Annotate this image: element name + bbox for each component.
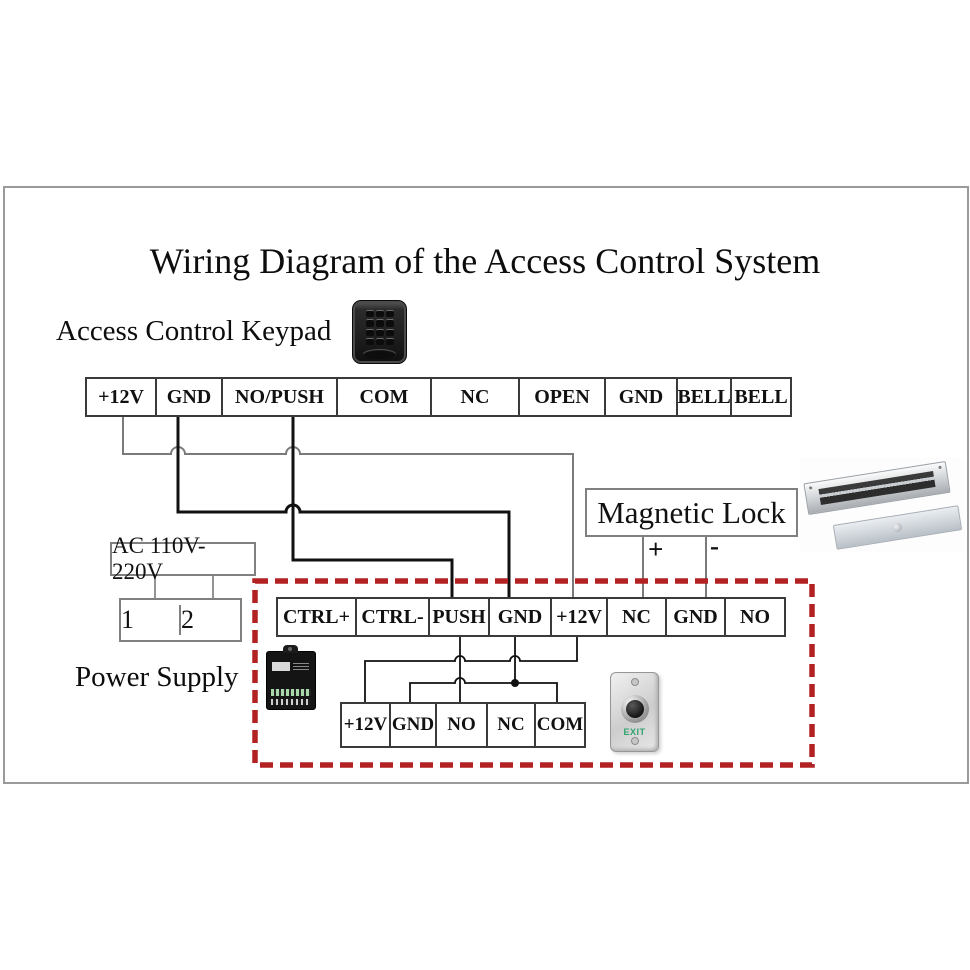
- terminal-cell: PUSH: [428, 599, 488, 635]
- terminal-cell: COM: [336, 379, 430, 415]
- terminal-cell: +12V: [343, 714, 388, 735]
- exit-button-label: EXIT: [623, 727, 646, 737]
- magnetic-lock-label: Magnetic Lock: [597, 494, 786, 530]
- power-terminal-strip: [340, 702, 586, 748]
- screw-icon: [631, 737, 639, 745]
- controller-terminal-strip: [276, 597, 786, 637]
- power-supply-text-lines: [293, 663, 309, 670]
- terminal-cell: NO: [435, 704, 486, 746]
- power-supply-terminals: [271, 689, 311, 696]
- terminal-cell: 1: [121, 605, 134, 634]
- power-supply-image: [266, 651, 316, 710]
- keypad-terminal-strip: [85, 377, 792, 417]
- terminal-cell: +12V: [98, 385, 144, 408]
- terminal-cell: 2: [179, 605, 240, 635]
- ac-terminal-box: [119, 598, 242, 642]
- terminal-cell: BELL: [730, 379, 790, 415]
- power-supply-terminals-row2: [271, 699, 311, 705]
- ac-input-label: AC 110V-220V: [112, 533, 206, 584]
- terminal-cell: GND: [488, 599, 550, 635]
- keypad-image: [352, 300, 407, 364]
- terminal-cell: BELL: [676, 379, 730, 415]
- power-supply-sticker: [272, 662, 290, 671]
- terminal-cell: NC: [486, 704, 534, 746]
- terminal-cell: GND: [389, 704, 435, 746]
- terminal-cell: NC: [606, 599, 665, 635]
- terminal-cell: OPEN: [518, 379, 604, 415]
- minus-label: -: [710, 531, 719, 561]
- magnetic-lock-body: [803, 461, 950, 515]
- terminal-cell: +12V: [550, 599, 606, 635]
- terminal-cell: NO/PUSH: [221, 379, 336, 415]
- keypad-label: Access Control Keypad: [56, 315, 332, 347]
- terminal-cell: CTRL+: [283, 605, 350, 628]
- terminal-cell: CTRL-: [355, 599, 428, 635]
- terminal-cell: NO: [724, 599, 784, 635]
- terminal-cell: GND: [665, 599, 724, 635]
- power-supply-tab: [283, 645, 298, 653]
- magnetic-lock-box: [585, 488, 798, 537]
- terminal-cell: COM: [534, 704, 584, 746]
- terminal-cell: GND: [604, 379, 676, 415]
- exit-button-image: [610, 672, 659, 752]
- magnetic-lock-image: [800, 458, 965, 553]
- exit-push-button: [621, 695, 649, 723]
- magnetic-lock-plate: [833, 505, 962, 550]
- keypad-keys: [366, 310, 394, 345]
- screw-icon: [631, 678, 639, 686]
- power-supply-label: Power Supply: [75, 661, 239, 693]
- terminal-cell: GND: [155, 379, 221, 415]
- page-title: Wiring Diagram of the Access Control System: [149, 241, 821, 281]
- terminal-cell: NC: [430, 379, 518, 415]
- keypad-speaker: [363, 349, 396, 359]
- ac-input-box: [110, 533, 256, 584]
- plus-label: +: [648, 534, 664, 564]
